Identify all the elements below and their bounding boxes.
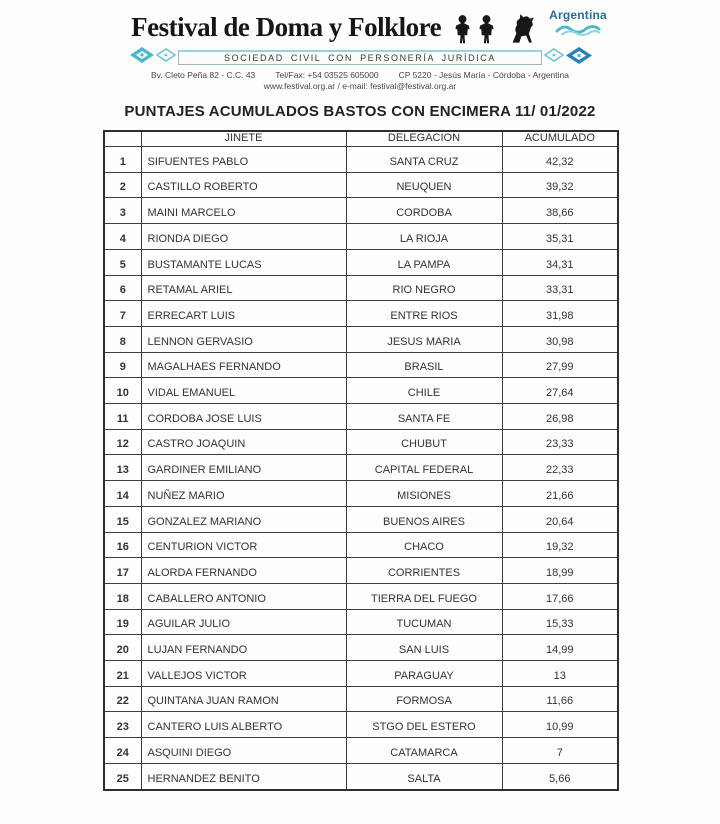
cell-acumulado: 21,66 [502,481,618,507]
cell-rank: 13 [104,455,141,481]
cell-delegacion: CHACO [346,532,502,558]
address-line [0,70,720,80]
cell-delegacion: CHILE [346,378,502,404]
table-row [104,661,618,687]
cell-jinete: VALLEJOS VICTOR [141,661,346,687]
cell-delegacion: PARAGUAY [346,661,502,687]
org-title: Festival de Doma y Folklore [131,12,442,42]
cell-acumulado: 10,99 [502,712,618,738]
cell-jinete: ALORDA FERNANDO [141,558,346,584]
cell-delegacion: TUCUMAN [346,609,502,635]
cell-acumulado: 13 [502,661,618,687]
cell-acumulado: 30,98 [502,326,618,352]
table-header-row [104,131,618,147]
cell-rank: 3 [104,198,141,224]
cell-rank: 21 [104,661,141,687]
cell-jinete: HERNANDEZ BENITO [141,763,346,790]
cell-acumulado: 27,64 [502,378,618,404]
cell-acumulado: 18,99 [502,558,618,584]
table-row [104,763,618,790]
cell-delegacion: FORMOSA [346,686,502,712]
cell-jinete: SIFUENTES PABLO [141,147,346,173]
cell-delegacion: RIO NEGRO [346,275,502,301]
header-delegacion: DELEGACION [346,131,502,147]
argentina-brand-mark [549,8,607,38]
table-row [104,712,618,738]
table-row [104,583,618,609]
cell-rank: 4 [104,224,141,250]
cell-delegacion: MISIONES [346,481,502,507]
masthead-icons [453,10,537,45]
table-row [104,378,618,404]
address-city: CP 5220 - Jesús María - Córdoba - Argentina [398,70,569,80]
masthead [0,10,720,45]
cell-rank: 7 [104,301,141,327]
cell-acumulado: 34,31 [502,249,618,275]
cell-acumulado: 7 [502,738,618,764]
cell-delegacion: LA PAMPA [346,249,502,275]
cell-acumulado: 38,66 [502,198,618,224]
cell-delegacion: BRASIL [346,352,502,378]
bucking-horse-icon [507,12,537,45]
cell-jinete: MAINI MARCELO [141,198,346,224]
cell-acumulado: 11,66 [502,686,618,712]
cell-jinete: GARDINER EMILIANO [141,455,346,481]
cell-delegacion: SANTA FE [346,404,502,430]
cell-delegacion: STGO DEL ESTERO [346,712,502,738]
society-band [130,49,592,66]
cell-acumulado: 31,98 [502,301,618,327]
cell-rank: 5 [104,249,141,275]
cell-jinete: CASTILLO ROBERTO [141,172,346,198]
cell-rank: 19 [104,609,141,635]
table-row [104,326,618,352]
cell-jinete: CANTERO LUIS ALBERTO [141,712,346,738]
table-row [104,686,618,712]
cell-acumulado: 27,99 [502,352,618,378]
cell-acumulado: 22,33 [502,455,618,481]
table-row [104,172,618,198]
results-table-body [104,147,618,791]
cell-jinete: ERRECART LUIS [141,301,346,327]
table-row [104,249,618,275]
cell-delegacion: BUENOS AIRES [346,506,502,532]
cell-rank: 24 [104,738,141,764]
cell-acumulado: 39,32 [502,172,618,198]
table-row [104,481,618,507]
cell-delegacion: SALTA [346,763,502,790]
cell-rank: 25 [104,763,141,790]
cell-rank: 8 [104,326,141,352]
cell-delegacion: JESUS MARIA [346,326,502,352]
address-web-email: www.festival.org.ar / e-mail: festival@festival.org.ar [263,81,457,91]
cell-delegacion: CHUBUT [346,429,502,455]
table-row [104,147,618,173]
cell-delegacion: CATAMARCA [346,738,502,764]
cell-delegacion: ENTRE RIOS [346,301,502,327]
cell-jinete: MAGALHAES FERNANDO [141,352,346,378]
cell-jinete: VIDAL EMANUEL [141,378,346,404]
cell-jinete: AGUILAR JULIO [141,609,346,635]
table-row [104,558,618,584]
header-rank [104,131,141,147]
header-acumulado: ACUMULADO [502,131,618,147]
table-row [104,635,618,661]
cell-rank: 6 [104,275,141,301]
table-row [104,429,618,455]
cell-rank: 17 [104,558,141,584]
guard-diamond-icon [156,48,176,67]
cell-rank: 2 [104,172,141,198]
cell-jinete: LUJAN FERNANDO [141,635,346,661]
table-row [104,275,618,301]
cell-jinete: GONZALEZ MARIANO [141,506,346,532]
gaucho-musician-icon [477,14,496,45]
guard-diamond-icon [544,48,564,67]
cell-jinete: CASTRO JOAQUIN [141,429,346,455]
cell-acumulado: 5,66 [502,763,618,790]
cell-acumulado: 19,32 [502,532,618,558]
table-row [104,506,618,532]
cell-rank: 20 [104,635,141,661]
cell-jinete: BUSTAMANTE LUCAS [141,249,346,275]
cell-rank: 18 [104,583,141,609]
guard-diamond-icon [566,47,592,69]
address-phone: Tel/Fax: +54 03525 605000 [275,70,379,80]
cell-delegacion: TIERRA DEL FUEGO [346,583,502,609]
table-row [104,198,618,224]
cell-jinete: NUÑEZ MARIO [141,481,346,507]
cell-jinete: RETAMAL ARIEL [141,275,346,301]
table-row [104,455,618,481]
cell-jinete: ASQUINI DIEGO [141,738,346,764]
cell-rank: 1 [104,147,141,173]
cell-jinete: LENNON GERVASIO [141,326,346,352]
cell-jinete: CORDOBA JOSE LUIS [141,404,346,430]
cell-acumulado: 42,32 [502,147,618,173]
cell-delegacion: SANTA CRUZ [346,147,502,173]
table-row [104,609,618,635]
cell-delegacion: CORDOBA [346,198,502,224]
argentina-wave-icon [554,22,602,38]
cell-acumulado: 26,98 [502,404,618,430]
cell-jinete: QUINTANA JUAN RAMON [141,686,346,712]
cell-delegacion: LA RIOJA [346,224,502,250]
cell-rank: 10 [104,378,141,404]
cell-rank: 22 [104,686,141,712]
argentina-label: Argentina [549,8,607,22]
cell-acumulado: 23,33 [502,429,618,455]
cell-delegacion: CORRIENTES [346,558,502,584]
cell-acumulado: 17,66 [502,583,618,609]
cell-rank: 9 [104,352,141,378]
cell-rank: 23 [104,712,141,738]
gaucho-musician-icon [453,14,472,45]
cell-delegacion: SAN LUIS [346,635,502,661]
cell-jinete: CENTURION VICTOR [141,532,346,558]
table-row [104,301,618,327]
cell-acumulado: 15,33 [502,609,618,635]
table-row [104,224,618,250]
cell-delegacion: CAPITAL FEDERAL [346,455,502,481]
cell-rank: 11 [104,404,141,430]
society-band-bar [178,50,542,65]
table-row [104,738,618,764]
cell-rank: 16 [104,532,141,558]
cell-acumulado: 35,31 [502,224,618,250]
cell-delegacion: NEUQUEN [346,172,502,198]
table-row [104,352,618,378]
address-street: Bv. Cleto Peña 82 - C.C. 43 [151,70,256,80]
cell-rank: 14 [104,481,141,507]
cell-jinete: CABALLERO ANTONIO [141,583,346,609]
society-band-text: SOCIEDAD CIVIL CON PERSONERÍA JURÍDICA [223,53,496,63]
cell-rank: 15 [104,506,141,532]
table-row [104,404,618,430]
cell-acumulado: 14,99 [502,635,618,661]
table-row [104,532,618,558]
document-title: PUNTAJES ACUMULADOS BASTOS CON ENCIMERA 11/ 01/2022 [124,103,596,120]
cell-acumulado: 20,64 [502,506,618,532]
header-jinete: JINETE [141,131,346,147]
cell-jinete: RIONDA DIEGO [141,224,346,250]
cell-rank: 12 [104,429,141,455]
guard-diamond-icon [130,47,154,68]
results-table [103,130,619,791]
cell-acumulado: 33,31 [502,275,618,301]
